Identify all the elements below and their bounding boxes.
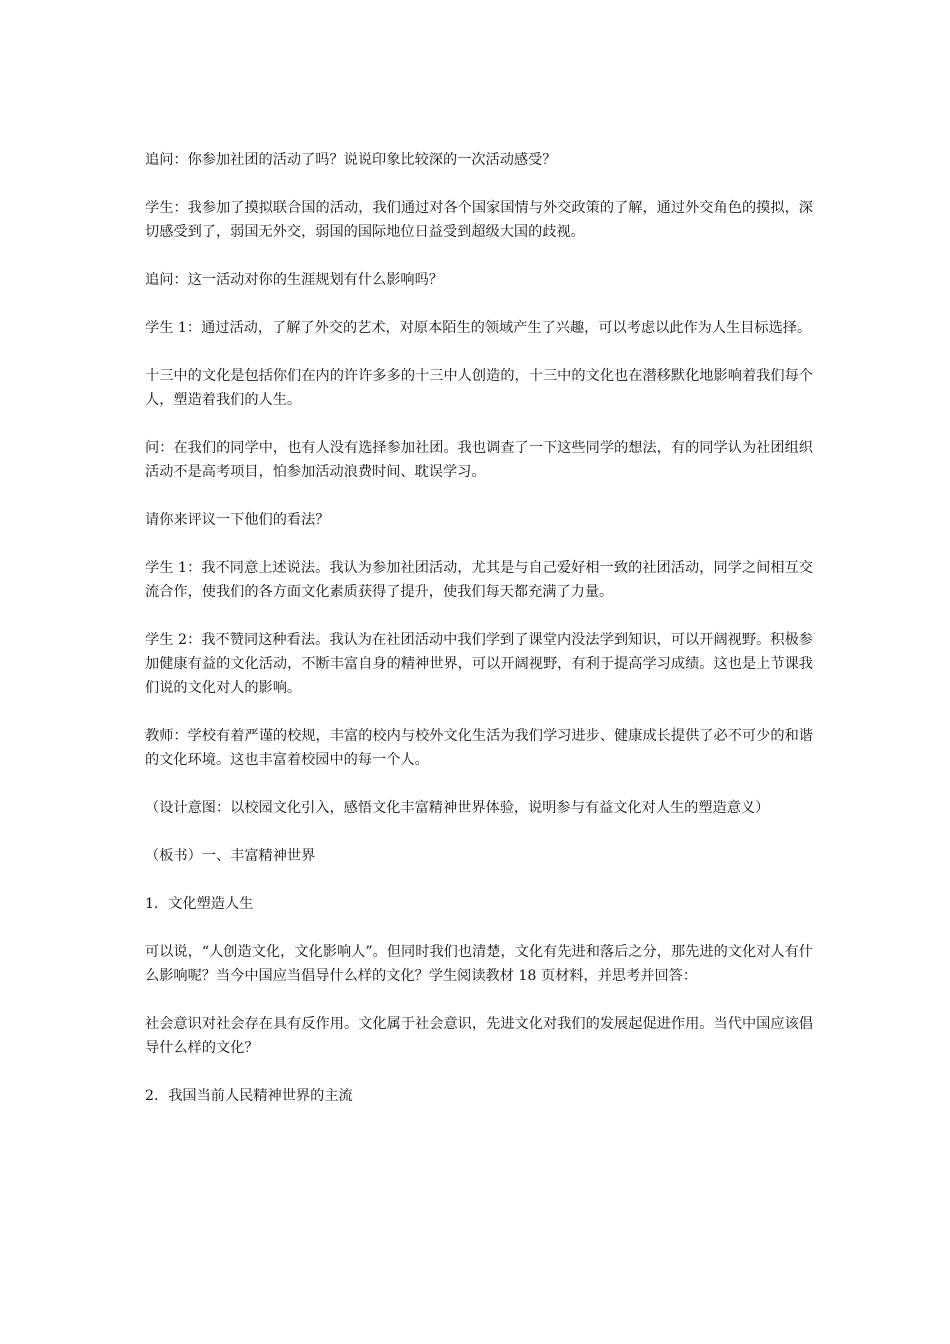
- paragraph-design-intent: （设计意图：以校园文化引入，感悟文化丰富精神世界体验，说明参与有益文化对人生的塑造意义）: [145, 800, 770, 816]
- paragraph-school-culture: 十三中的文化是包括你们在内的许许多多的十三中人创造的，十三中的文化也在潜移默化地影响着我们每个人，塑造着我们的人生。: [145, 368, 813, 408]
- paragraph-student-2-disagree: 学生 2：我不赞同这种看法。我认为在社团活动中我们学到了课堂内没法学到知识，可以开阔视野。积极参加健康有益的文化活动，不断丰富自身的精神世界，可以开阔视野，有利于提高学习成绩。这也是上节课我们说的文化对人的影响。: [145, 632, 813, 696]
- paragraph-prompt-comment: 请你来评议一下他们的看法？: [145, 512, 330, 528]
- heading-mainstream-spiritual-world: 2．我国当前人民精神世界的主流: [145, 1088, 353, 1104]
- paragraph-student-1-disagree: 学生 1：我不同意上述说法。我认为参加社团活动，尤其是与自己爱好相一致的社团活动，同学之间相互交流合作，使我们的各方面文化素质获得了提升，使我们每天都充满了力量。: [145, 560, 813, 600]
- paragraph-question-club-survey: 问：在我们的同学中，也有人没有选择参加社团。我也调查了一下这些同学的想法，有的同学认为社团组织活动不是高考项目，怕参加活动浪费时间、耽误学习。: [145, 440, 813, 480]
- paragraph-advanced-culture: 可以说，“人创造文化，文化影响人”。但同时我们也清楚，文化有先进和落后之分，那先进的文化对人有什么影响呢？当今中国应当倡导什么样的文化？学生阅读教材 18 页材料，并思考并回答：: [145, 944, 813, 984]
- document-body: [145, 148, 813, 1132]
- heading-board-writing: （板书）一、丰富精神世界: [145, 848, 316, 864]
- paragraph-student-1-answer-career: 学生 1：通过活动，了解了外交的艺术，对原本陌生的领域产生了兴趣，可以考虑以此作为人生目标选择。: [145, 320, 812, 336]
- paragraph-social-consciousness: 社会意识对社会存在具有反作用。文化属于社会意识，先进文化对我们的发展起促进作用。当代中国应该倡导什么样的文化？: [145, 1016, 813, 1056]
- paragraph-teacher-summary: 教师：学校有着严谨的校规，丰富的校内与校外文化生活为我们学习进步、健康成长提供了必不可少的和谐的文化环境。这也丰富着校园中的每一个人。: [145, 728, 813, 768]
- paragraph-follow-up-question-2: 追问：这一活动对你的生涯规划有什么影响吗？: [145, 272, 443, 288]
- heading-culture-shapes-life: 1．文化塑造人生: [145, 896, 254, 912]
- paragraph-follow-up-question-1: 追问：你参加社团的活动了吗？说说印象比较深的一次活动感受？: [145, 152, 557, 168]
- paragraph-student-answer-model-un: 学生：我参加了摸拟联合国的活动，我们通过对各个国家国情与外交政策的了解，通过外交角色的摸拟，深切感受到了，弱国无外交，弱国的国际地位日益受到超级大国的歧视。: [145, 200, 813, 240]
